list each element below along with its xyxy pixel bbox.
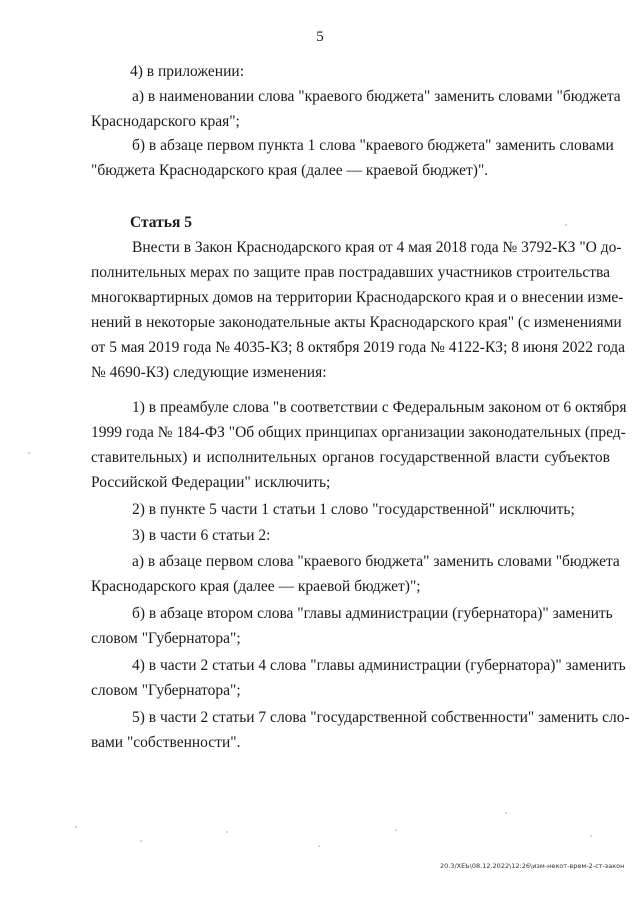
text-line: Российской Федерации" исключить;	[91, 474, 331, 491]
article-heading: Статья 5	[130, 214, 192, 231]
text-line: полнительных мерах по защите прав пострадавших участников строительства	[91, 264, 610, 281]
text-line: "бюджета Краснодарского края (далее — краевой бюджет)".	[91, 162, 489, 179]
text-line: 5) в части 2 статьи 7 слова "государственной собственности" заменить сло-	[132, 709, 630, 726]
scan-speck	[505, 812, 507, 814]
scan-speck	[140, 840, 142, 842]
text-line: а) в абзаце первом слова "краевого бюджета" заменить словами "бюджета	[132, 553, 620, 570]
text-line: 4) в части 2 статьи 4 слова "главы администрации (губернатора)" заменить	[132, 657, 626, 674]
text-line: Внести в Закон Краснодарского края от 4 мая 2018 года № 3792-КЗ "О до-	[132, 239, 622, 256]
text-line: 3) в части 6 статьи 2:	[132, 527, 271, 544]
text-line: б) в абзаце первом пункта 1 слова "краевого бюджета" заменить словами	[132, 137, 614, 154]
text-line: словом "Губернатора";	[91, 630, 241, 647]
text-line: Краснодарского края (далее — краевой бюджет)";	[91, 578, 421, 595]
document-footer-code: 20.3/ХЕЬ\08.12.2022\12:26\изм-некот-врем-2-ст-закон	[440, 862, 625, 870]
page-number: 5	[316, 29, 324, 45]
scan-speck	[590, 835, 592, 837]
scan-speck	[318, 845, 320, 847]
text-line: Краснодарского края";	[91, 113, 240, 130]
text-line: ставительных) и исполнительных органов государственной власти субъектов	[91, 449, 610, 466]
text-line: № 4690-КЗ) следующие изменения:	[91, 364, 327, 381]
text-line: 1999 года № 184-ФЗ "Об общих принципах организации законодательных (пред-	[91, 424, 626, 441]
text-line: 2) в пункте 5 части 1 статьи 1 слово "государственной" исключить;	[132, 501, 575, 518]
text-line: б) в абзаце втором слова "главы администрации (губернатора)" заменить	[132, 605, 613, 622]
text-line: от 5 мая 2019 года № 4035-КЗ; 8 октября 2019 года № 4122-КЗ; 8 июня 2022 года	[91, 339, 625, 356]
scan-speck	[565, 224, 567, 226]
text-line: 4) в приложении:	[130, 63, 244, 80]
text-line: 1) в преамбуле слова "в соответствии с Федеральным законом от 6 октября	[132, 399, 627, 416]
text-line: нений в некоторые законодательные акты Краснодарского края" (с изменениями	[91, 314, 622, 331]
text-line: а) в наименовании слова "краевого бюджета" заменить словами "бюджета	[132, 88, 621, 105]
scan-speck	[226, 831, 228, 833]
scan-speck	[28, 452, 30, 454]
text-line: словом "Губернатора";	[91, 682, 241, 699]
scan-speck	[75, 826, 77, 828]
scan-speck	[395, 829, 397, 831]
text-line: многоквартирных домов на территории Краснодарского края и о внесении изме-	[91, 289, 624, 306]
text-line: вами "собственности".	[91, 734, 241, 751]
